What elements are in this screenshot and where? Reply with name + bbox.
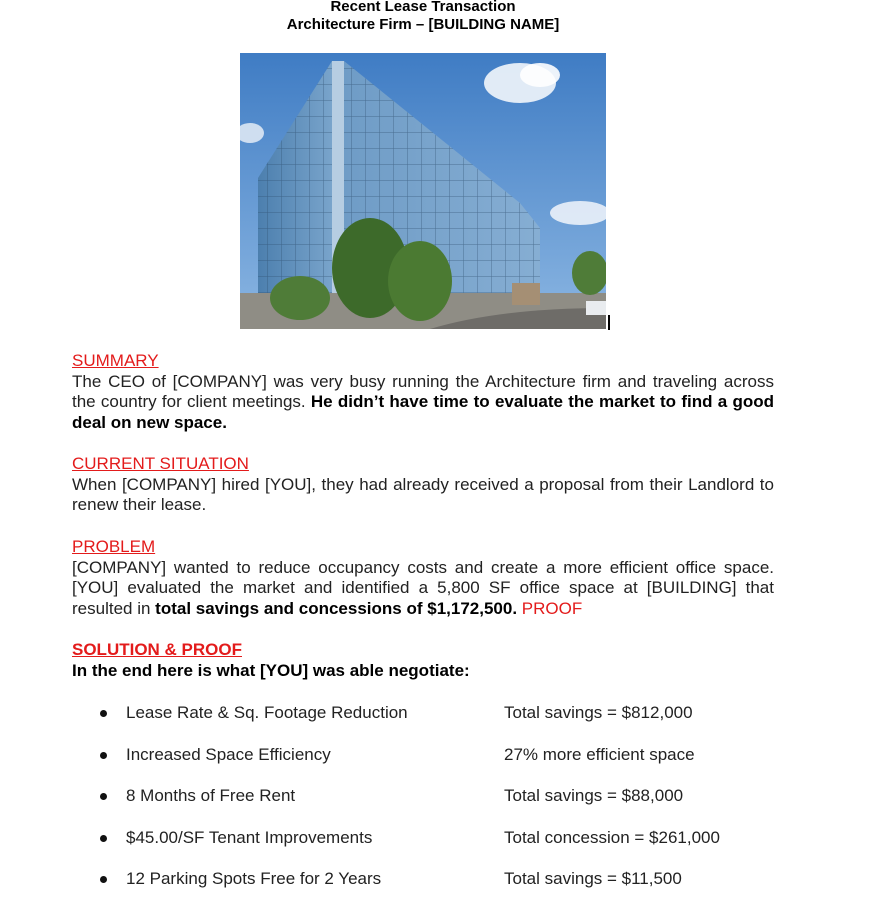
solution-section xyxy=(72,640,774,681)
bullet-icon xyxy=(100,752,107,759)
summary-heading: SUMMARY xyxy=(72,351,159,370)
bullet-icon xyxy=(100,876,107,883)
problem-text: [COMPANY] wanted to reduce occupancy costs and create a more efficient office space. [YOU] evaluated the market and identified a 5,800 SF office space at [BUILDING] that resulted in xyxy=(72,557,774,618)
bullet-icon xyxy=(100,793,107,800)
item-label: Increased Space Efficiency xyxy=(126,744,331,764)
current-situation-section xyxy=(72,454,774,516)
problem-body xyxy=(72,558,774,620)
document-subtitle: Architecture Firm – [BUILDING NAME] xyxy=(286,16,560,33)
solution-intro: In the end here is what [YOU] was able negotiate: xyxy=(72,660,470,680)
bullet-icon xyxy=(100,710,107,717)
document-title: Recent Lease Transaction xyxy=(330,0,516,15)
item-value: Total savings = $812,000 xyxy=(504,703,693,722)
item-label: 8 Months of Free Rent xyxy=(126,786,296,805)
building-photo xyxy=(240,53,606,329)
summary-body xyxy=(72,372,774,434)
proof-link[interactable]: PROOF xyxy=(517,598,583,618)
item-label: $45.00/SF Tenant Improvements xyxy=(126,827,373,847)
item-value: Total savings = $88,000 xyxy=(504,786,684,805)
current-situation-heading: CURRENT SITUATION xyxy=(72,454,249,473)
list-item xyxy=(98,827,798,869)
text-cursor xyxy=(608,315,610,330)
summary-bold-text: He didn’t have time to evaluate the market to find a good deal on new space. xyxy=(72,392,774,432)
problem-heading: PROBLEM xyxy=(72,537,156,556)
negotiated-items-list xyxy=(98,702,798,910)
problem-section xyxy=(72,537,774,619)
list-item xyxy=(98,785,798,827)
list-item xyxy=(98,702,798,744)
item-value: 27% more efficient space xyxy=(504,744,695,764)
summary-text: The CEO of [COMPANY] was very busy running the Architecture firm and traveling across the country for client meetings. xyxy=(72,371,774,411)
solution-heading: SOLUTION & PROOF xyxy=(72,640,242,659)
item-value: Total concession = $261,000 xyxy=(504,827,720,847)
list-item xyxy=(98,868,798,910)
bullet-icon xyxy=(100,835,107,842)
item-value: Total savings = $11,500 xyxy=(504,869,682,888)
summary-section xyxy=(72,351,774,433)
problem-bold-text: total savings and concessions of $1,172,500. xyxy=(155,598,518,618)
list-item xyxy=(98,744,798,786)
item-label: 12 Parking Spots Free for 2 Years xyxy=(126,869,382,888)
item-label: Lease Rate & Sq. Footage Reduction xyxy=(126,703,408,722)
current-situation-body: When [COMPANY] hired [YOU], they had already received a proposal from their Landlord to renew their lease. xyxy=(72,474,774,514)
